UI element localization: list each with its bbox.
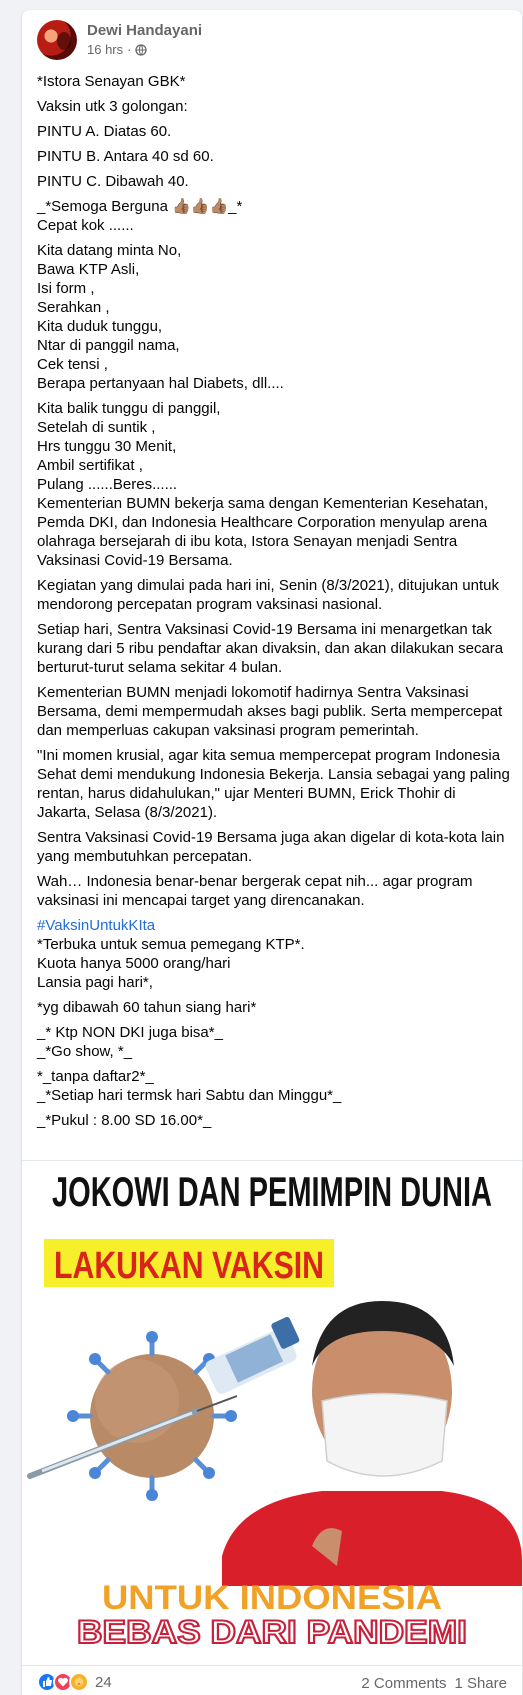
post-paragraph [37,1067,512,1105]
vaccine-poster [22,1161,522,1665]
shares-count[interactable]: 1 Share [454,1675,507,1692]
post-line: Pulang ......Beres...... [37,476,178,493]
post-line: Berapa pertanyaan hal Diabets, dll.... [37,375,284,392]
post-paragraph [37,935,512,992]
post-line: *_tanpa daftar2*_ [37,1068,154,1085]
post-line: Kita balik tunggu di panggil, [37,400,221,417]
comments-count[interactable]: 2 Comments [361,1675,447,1692]
post-line: Cepat kok ...... [37,217,134,234]
post-paragraph [37,620,512,677]
poster-subheadline: LAKUKAN VAKSIN [54,1245,324,1287]
post-paragraph [37,97,512,116]
post-line: Wah… Indonesia benar-benar bergerak cepat nih... agar program vaksinasi ini mencapai target yang direncanakan. [37,873,473,909]
post-paragraph [37,1111,512,1130]
author-name[interactable]: Dewi Handayani [87,22,203,39]
post-meta [87,42,147,57]
post-line: Kementerian BUMN menjadi lokomotif hadirnya Sentra Vaksinasi Bersama, demi mempermudah akses bagi publik. Serta mempercepat dan memperluas cakupan vaksinasi program pemerintah. [37,684,503,739]
post-card [22,10,522,1695]
engagement-counts [361,1675,507,1692]
post-line: Kuota hanya 5000 orang/hari [37,955,231,972]
post-line: _*Pukul : 8.00 SD 16.00*_ [37,1112,212,1129]
post-paragraph [37,122,512,141]
post-line: Isi form , [37,280,95,297]
post-paragraph [37,147,512,166]
globe-icon[interactable] [135,44,147,56]
post-line: Bawa KTP Asli, [37,261,140,278]
post-line: _* Ktp NON DKI juga bisa*_ [37,1024,223,1041]
post-line: Ambil sertifikat , [37,457,143,474]
post-line: _*Go show, *_ [37,1043,133,1060]
post-line: Ntar di panggil nama, [37,337,180,354]
reactions-summary[interactable] [37,1672,112,1692]
post-line: Hrs tunggu 30 Menit, [37,438,177,455]
post-line: Cek tensi , [37,356,108,373]
post-paragraph [37,872,512,910]
post-line: _*Semoga Berguna 👍🏽👍🏽👍🏽_* [37,198,243,215]
post-paragraph [37,241,512,393]
post-line: Lansia pagi hari*, [37,974,153,991]
post-paragraph [37,1023,512,1061]
post-time[interactable]: 16 hrs [87,42,124,57]
post-paragraph [37,576,512,614]
care-icon [69,1672,89,1692]
post-line: *Terbuka untuk semua pemegang KTP*. [37,936,305,953]
post-line: *Istora Senayan GBK* [37,73,186,90]
poster-bottom-line2: BEBAS DARI PANDEMI [77,1614,467,1650]
post-line: Kita datang minta No, [37,242,182,259]
post-line: "Ini momen krusial, agar kita semua mempercepat program Indonesia Sehat demi mendukung Indonesia Bekerja. Lansia sebagai yang paling rentan, harus didahulukan," ujar Menteri BUMN, Erick Thohir di Jakarta, Selasa (8/3/2021). [37,747,510,821]
post-line: PINTU A. Diatas 60. [37,123,172,140]
reaction-count: 24 [95,1673,112,1691]
post-line: Serahkan , [37,299,110,316]
post-line: Kementerian BUMN bekerja sama dengan Kementerian Kesehatan, Pemda DKI, dan Indonesia Healthcare Corporation menyulap arena olahraga bersejarah di ibu kota, Istora Senayan menjadi Sentra Vaksinasi Covid-19 Bersama. [37,495,489,569]
post-paragraph [37,399,512,570]
post-line: Sentra Vaksinasi Covid-19 Bersama juga akan digelar di kota-kota lain yang membutuhkan percepatan. [37,829,505,865]
post-line: Setiap hari, Sentra Vaksinasi Covid-19 Bersama ini menargetkan tak kurang dari 5 ribu pendaftar akan divaksin, dan akan dilakukan secara berturut-turut selama sekitar 4 bulan. [37,621,504,676]
post-header [37,20,507,62]
post-paragraph [37,172,512,191]
post-footer [22,1665,522,1695]
poster-bottom-line1: UNTUK INDONESIA [102,1579,442,1617]
post-line: *yg dibawah 60 tahun siang hari* [37,999,257,1016]
post-line: PINTU C. Dibawah 40. [37,173,189,190]
meta-separator: · [127,42,132,57]
post-image[interactable] [22,1160,522,1665]
post-paragraph [37,197,512,235]
post-line: PINTU B. Antara 40 sd 60. [37,148,214,165]
poster-headline: JOKOWI DAN PEMIMPIN DUNIA [52,1168,493,1215]
post-paragraph [37,998,512,1017]
hashtag-link[interactable]: #VaksinUntukKIta [37,917,156,934]
post-line: Kita duduk tunggu, [37,318,163,335]
post-paragraph [37,828,512,866]
hashtag-line [37,916,512,935]
post-body [37,72,512,1136]
post-line: _*Setiap hari termsk hari Sabtu dan Minggu*_ [37,1087,342,1104]
post-paragraph [37,72,512,91]
post-line: Kegiatan yang dimulai pada hari ini, Senin (8/3/2021), ditujukan untuk mendorong percepatan program vaksinasi nasional. [37,577,499,613]
avatar[interactable] [37,20,77,60]
post-paragraph [37,683,512,740]
post-line: Vaksin utk 3 golongan: [37,98,188,115]
post-paragraph [37,746,512,822]
post-line: Setelah di suntik , [37,419,156,436]
virus-illustration [67,1331,237,1501]
